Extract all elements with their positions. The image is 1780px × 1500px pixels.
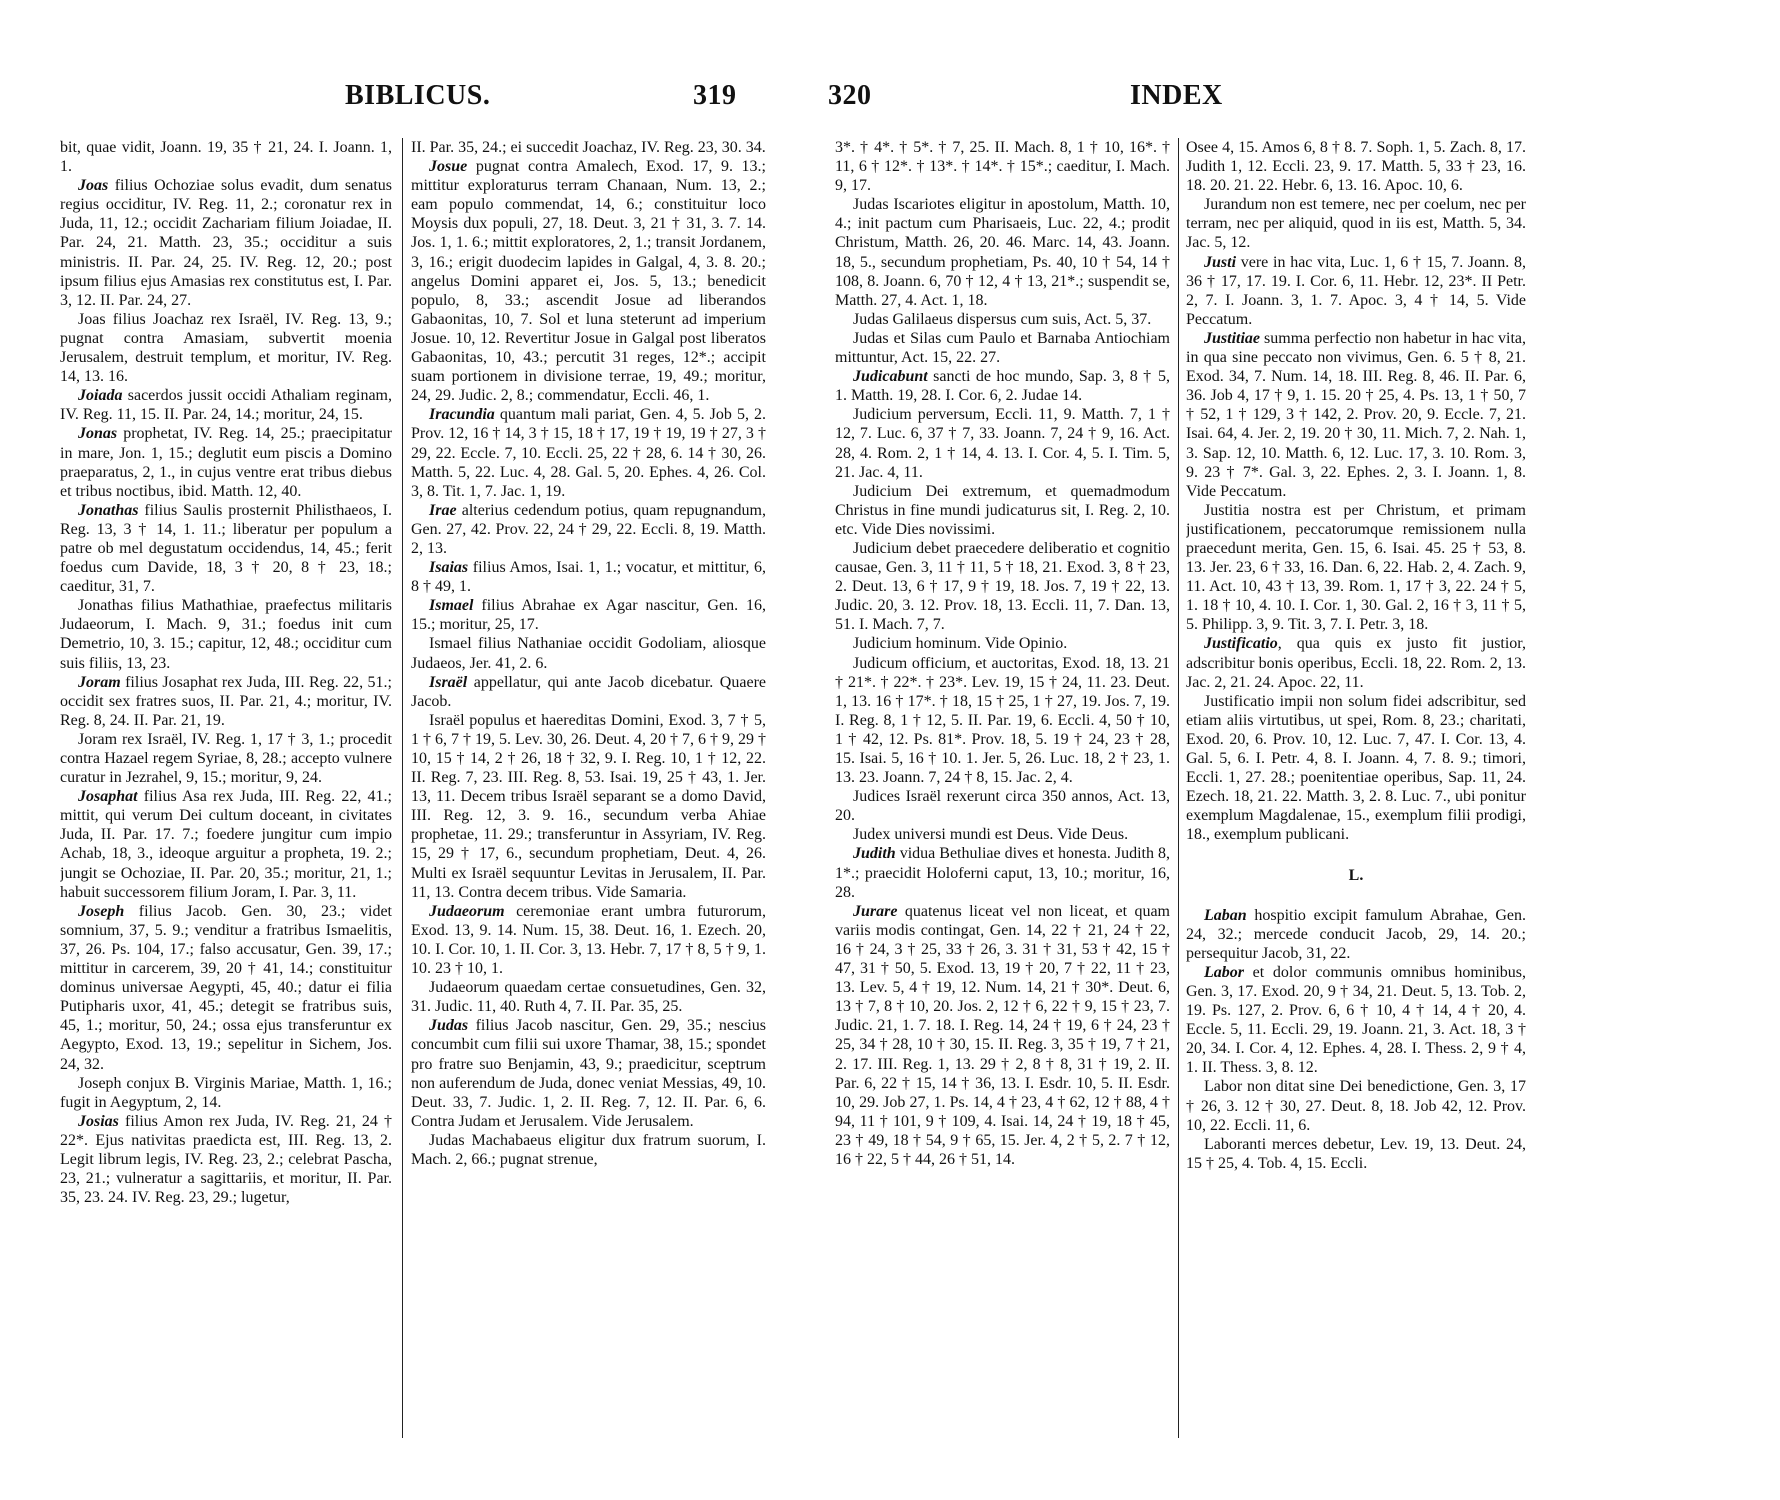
index-entry xyxy=(60,310,392,386)
index-entry xyxy=(1186,195,1526,252)
entry-text: Justitia nostra est per Christum, et primam justificationem, peccatorumque remissionem nulla praecedunt merita, Gen. 15, 6. Isai. 45. 25 † 53, 8. 13. Jer. 23, 6 † 33, 16. Dan. 6, 22. Hab. 2, 4. Zach. 9, 11. Act. 10, 43 † 13, 39. Rom. 1, 17 † 3, 22. 24 † 5, 1. 18 † 10, 4. 10. I. Cor. 1, 30. Gal. 2, 16 † 3, 11 † 5, 5. Philipp. 3, 9. Tit. 3, 7. I. Petr. 3, 18. xyxy=(1186,501,1526,634)
index-entry xyxy=(411,673,766,711)
index-entry xyxy=(411,978,766,1016)
entry-text: Judaeorum quaedam certae consuetudines, Gen. 32, 31. Judic. 11, 40. Ruth 4, 7. II. Par. 35, 25. xyxy=(411,979,766,1016)
index-entry xyxy=(60,673,392,730)
entry-text: Judicium perversum, Eccli. 11, 9. Matth. 7, 1 † 12, 7. Luc. 6, 37 † 7, 33. Joann. 7, 24 † 9, 16. Act. 28, 4. Rom. 2, 1 † 14, 4. 13. I. Cor. 4, 5. I. Tim. 5, 21. Jac. 4, 11. xyxy=(835,406,1170,481)
entry-keyword: Judicabunt xyxy=(853,368,928,386)
entry-keyword: Ismael xyxy=(429,597,474,615)
entry-text: sancti de hoc mundo, Sap. 3, 8 † 5, 1. Matth. 19, 28. I. Cor. 6, 2. Judae 14. xyxy=(835,368,1170,405)
entry-text: filius Amos, Isai. 1, 1.; vocatur, et mittitur, 6, 8 † 49, 1. xyxy=(411,559,766,596)
entry-text: II. Par. 35, 24.; ei succedit Joachaz, IV. Reg. 23, 30. 34. xyxy=(411,139,766,156)
right-page xyxy=(828,0,1780,1500)
index-entry xyxy=(411,405,766,500)
index-entry xyxy=(60,138,392,176)
index-entry xyxy=(835,902,1170,1169)
entry-text: Judicum officium, et auctoritas, Exod. 18, 13. 21 † 21*. † 22*. † 23*. Lev. 19, 15 † 24, 11. 23. Deut. 1, 13. 16 † 17*. † 18, 15 † 25, 1 † 27, 19. Jos. 7, 19. I. Reg. 8, 1 † 12, 5. II. Par. 19, 6. Eccli. 4, 50 † 10, 1 † 42, 12. Ps. 81*. Prov. 18, 5. 19 † 24, 23 † 28, 15. Isai. 5, 16 † 10. 1. Jer. 5, 26. Luc. 18, 2 † 23, 1. 13. 23. Joann. 7, 24 † 8, 15. Jac. 2, 4. xyxy=(835,654,1170,787)
entry-text: summa perfectio non habetur in hac vita, in qua sine peccato non vivimus, Gen. 6. 5 † 8, 21. Exod. 34, 7. Num. 14, 18. III. Reg. 8, 46. II. Par. 6, 36. Job 4, 17 † 9, 1. 15. 20 † 25, 4. Ps. 13, 1 † 50, 7 † 52, 1 † 129, 3 † 142, 2. Prov. 20, 9. Eccle. 7, 21. Isai. 64, 4. Jer. 2, 19. 20 † 30, 11. Mich. 7, 2. Nah. 1, 3. Sap. 12, 10. Matth. 6, 12. Luc. 17, 3. 10. Rom. 3, 9. 23 † 7*. Gal. 3, 22. Ephes. 2, 3. I. Joann. 1, 8. Vide Peccatum. xyxy=(1186,329,1526,500)
entry-keyword: Jonathas xyxy=(78,501,139,519)
entry-keyword: Irae xyxy=(429,501,457,519)
entry-text: Judicium hominum. Vide Opinio. xyxy=(853,635,1068,653)
entry-text: , qua quis ex justo fit justior, adscribitur bonis operibus, Eccli. 18, 22. Rom. 2, 13. Jac. 2, 21. 24. Apoc. 22, 11. xyxy=(1186,635,1526,691)
entry-text: filius Amon rex Juda, IV. Reg. 21, 24 † 22*. Ejus nativitas praedicta est, III. Reg. 13, 2. Legit librum legis, IV. Reg. 23, 2.; celebrat Pascha, 23, 21.; vulneratur a sagittariis, et moritur, II. Par. 35, 23. 24. IV. Reg. 23, 29.; lugetur, xyxy=(60,1112,392,1207)
index-entry xyxy=(411,157,766,405)
page-number: 320 xyxy=(828,80,872,111)
entry-text: L. xyxy=(1348,867,1364,885)
entry-keyword: Joseph xyxy=(78,902,125,920)
index-column-right-1 xyxy=(835,138,1170,1458)
entry-text: filius Josaphat rex Juda, III. Reg. 22, 51.; occidit sex fratres suos, II. Par. 21, 4.; moritur, IV. Reg. 8, 24. II. Par. 21, 19. xyxy=(60,673,392,729)
entry-text: Ismael filius Nathaniae occidit Godoliam, aliosque Judaeos, Jer. 41, 2. 6. xyxy=(411,635,766,672)
entry-text: hospitio excipit famulum Abrahae, Gen. 24, 32.; mercede conducit Jacob, 29, 14. 20.; persequitur Jacob, 31, 22. xyxy=(1186,906,1526,962)
entry-text: filius Saulis prosternit Philisthaeos, I. Reg. 13, 3 † 14, 1. 11.; liberatur per populum a patre ob mel degustatum occidendus, 14, 45.; ferit foedus cum Davide, 18, 3 † 20, 8 † 23, 18.; caeditur, 31, 7. xyxy=(60,501,392,596)
index-entry xyxy=(411,711,766,902)
entry-text: filius Abrahae ex Agar nascitur, Gen. 16, 15.; moritur, 25, 17. xyxy=(411,597,766,634)
index-column-left-1 xyxy=(60,138,392,1458)
entry-text: Judicium Dei extremum, et quemadmodum Christus in fine mundi judicaturus sit, I. Reg. 2, 10. etc. Vide Dies novissimi. xyxy=(835,482,1170,538)
index-entry xyxy=(1186,963,1526,1078)
entry-text: alterius cedendum potius, quam repugnandum, Gen. 27, 42. Prov. 22, 24 † 29, 22. Eccli. 8, 19. Matth. 2, 13. xyxy=(411,501,766,557)
entry-text: prophetat, IV. Reg. 14, 25.; praecipitatur in mare, Jon. 1, 15.; deglutit eum piscis a Domino praeparatus, 2, 1., in cujus ventre erat tribus diebus et tribus noctibus, ibid. Matth. 12, 40. xyxy=(60,425,392,500)
index-entry xyxy=(60,424,392,500)
entry-text: Joseph conjux B. Virginis Mariae, Matth. 1, 16.; fugit in Aegyptum, 2, 14. xyxy=(60,1074,392,1111)
entry-keyword: Judas xyxy=(429,1017,469,1035)
entry-text: Justificatio impii non solum fidei adscribitur, sed etiam aliis virtutibus, ut spei, Rom. 8, 23.; charitati, Exod. 20, 6. Prov. 10, 12. Luc. 7, 47. I. Cor. 13, 4. Gal. 5, 6. I. Petr. 4, 8. I. Joann. 4, 7. 8. 9.; timori, Eccli. 1, 27. 28.; poenitentiae operibus, Sap. 11, 24. Ezech. 18, 21. 22. Matth. 3, 2. 8. Luc. 7., ubi ponitur exemplum Magdalenae, 15., exemplum filii prodigi, 18., exemplum publicani. xyxy=(1186,692,1526,844)
index-entry xyxy=(60,1112,392,1207)
entry-text: Joram rex Israël, IV. Reg. 1, 17 † 3, 1.; procedit contra Hazael regem Syriae, 8, 28.; accepto vulnere curatur in Jezrahel, 9, 15.; moritur, 9, 24. xyxy=(60,730,392,787)
entry-text: Judicium debet praecedere deliberatio et cognitio causae, Gen. 3, 11 † 11, 5 † 18, 21. Exod. 3, 8 † 23, 2. Deut. 13, 6 † 17, 9 † 19, 18. Jos. 7, 19 † 22, 13. Judic. 20, 3. 12. Prov. 18, 13. Eccli. 11, 7. Dan. 13, 51. I. Mach. 7, 7. xyxy=(835,539,1170,634)
index-entry xyxy=(411,1131,766,1169)
index-entry xyxy=(835,634,1170,653)
index-entry xyxy=(60,902,392,1074)
entry-text: ceremoniae erant umbra futurorum, Exod. 13, 9. 14. Num. 15, 38. Deut. 16, 1. Ezech. 20, 10. I. Cor. 10, 1. II. Cor. 3, 13. Hebr. 7, 17 † 8, 5 † 9, 1. 10. 23 † 10, 1. xyxy=(411,902,766,978)
entry-keyword: Joas xyxy=(78,177,109,195)
entry-text: Joas filius Joachaz rex Israël, IV. Reg. 13, 9.; pugnat contra Amasiam, subvertit moenia Jerusalem, destruit templum, et moritur, IV. Reg. 14, 13. 16. xyxy=(60,310,392,386)
entry-text: Judas Galilaeus dispersus cum suis, Act. 5, 37. xyxy=(853,310,1152,328)
entry-text: filius Jacob nascitur, Gen. 29, 35.; nescius concumbit cum filii sui uxore Thamar, 38, 15.; spondet pro fratre suo Benjamin, 43, 9.; praedicitur, sceptrum non auferendum de Juda, donec veniat Messias, 49, 10. Deut. 33, 7. Judic. 1, 2. II. Reg. 7, 12. II. Par. 6, 6. Contra Judam et Jerusalem. Vide Jerusalem. xyxy=(411,1017,766,1130)
entry-keyword: Judith xyxy=(853,845,896,863)
column-rule xyxy=(402,138,403,1438)
entry-text: sacerdos jussit occidi Athaliam reginam, IV. Reg. 11, 15. II. Par. 24, 14.; moritur, 24, 15. xyxy=(60,387,392,424)
entry-text: bit, quae vidit, Joann. 19, 35 † 21, 24. I. Joann. 1, 1. xyxy=(60,139,392,176)
entry-keyword: Israël xyxy=(429,673,468,691)
entry-text: Judices Israël rexerunt circa 350 annos, Act. 13, 20. xyxy=(835,788,1170,825)
index-entry xyxy=(1186,253,1526,329)
entry-text: 3*. † 4*. † 5*. † 7, 25. II. Mach. 8, 1 † 10, 16*. † 11, 6 † 12*. † 13*. † 14*. † 15*.; caeditur, I. Mach. 9, 17. xyxy=(835,139,1170,195)
index-entry xyxy=(411,138,766,157)
entry-text: quatenus liceat vel non liceat, et quam variis modis contingat, Gen. 14, 22 † 21, 24 † 22, 16 † 24, 3 † 25, 33 † 26, 3. 31 † 31, 53 † 42, 15 † 47, 31 † 50, 5. Exod. 13, 19 † 20, 7 † 22, 11 † 23, 13. Lev. 5, 4 † 19, 12. Num. 14, 21 † 30*. Deut. 6, 13 † 7, 8 † 10, 20. Jos. 2, 12 † 6, 22 † 9, 15 † 23, 7. Judic. 21, 1. 7. 18. I. Reg. 14, 24 † 19, 6 † 24, 23 † 25, 34 † 28, 10 † 30, 15. II. Reg. 3, 35 † 19, 7 † 21, 2. 17. III. Reg. 1, 13. 29 † 2, 8 † 8, 31 † 19, 2. II. Par. 6, 22 † 15, 14 † 36, 13. I. Esdr. 10, 5. II. Esdr. 10, 29. Job 27, 1. Ps. 14, 4 † 23, 4 † 62, 12 † 88, 4 † 94, 11 † 101, 9 † 109, 4. Isai. 14, 24 † 19, 18 † 45, 23 † 49, 18 † 54, 9 † 65, 15. Jer. 4, 2 † 5, 2. 7 † 12, 16 † 22, 5 † 44, 26 † 51, 14. xyxy=(835,902,1170,1168)
index-entry xyxy=(835,138,1170,195)
entry-keyword: Justitiae xyxy=(1204,329,1261,347)
entry-text: filius Asa rex Juda, III. Reg. 22, 41.; mittit, qui verum Dei cultum doceant, in civitates Juda, II. Par. 17. 7.; foedere jungitur cum impio Achab, 18, 3., ideoque arguitur a propheta, 19. 2.; jungit se Ochoziae, II. Par. 20, 35.; moritur, 21, 1.; habuit successorem filium Joram, I. Par. 3, 11. xyxy=(60,788,392,901)
entry-text: Jurandum non est temere, nec per coelum, nec per terram, nec per aliquid, quod in iis est, Matth. 5, 34. Jac. 5, 12. xyxy=(1186,196,1526,252)
entry-text: vidua Bethuliae dives et honesta. Judith 8, 1*.; praecidit Holoferni caput, 13, 10.; moritur, 16, 28. xyxy=(835,845,1170,901)
entry-keyword: Jonas xyxy=(78,425,118,443)
index-entry xyxy=(835,844,1170,901)
entry-keyword: Judaeorum xyxy=(429,902,505,920)
index-entry xyxy=(60,176,392,310)
entry-text: Judas et Silas cum Paulo et Barnaba Antiochiam mittuntur, Act. 15, 22. 27. xyxy=(835,329,1170,367)
index-entry xyxy=(411,1016,766,1131)
index-column-left-2 xyxy=(411,138,766,1458)
column-rule xyxy=(1178,138,1179,1438)
index-entry xyxy=(835,405,1170,481)
entry-text: filius Jacob. Gen. 30, 23.; videt somnium, 37, 5. 9.; venditur a fratribus Ismaelitis, 37, 26. Ps. 104, 17.; falso accusatur, Gen. 39, 17.; mittitur in carcerem, 39, 20 † 41, 14.; constituitur dominus universae Aegypti, 45, 40.; datur ei filia Putipharis uxor, 41, 45.; detegit se fratribus suis, 45, 1.; moritur, 50, 24.; ossa ejus transferuntur ex Aegypto, Exod. 13, 19.; sepelitur in Sichem, Jos. 24, 32. xyxy=(60,902,392,1073)
entry-keyword: Justi xyxy=(1204,253,1237,271)
entry-text: vere in hac vita, Luc. 1, 6 † 15, 7. Joann. 8, 36 † 17, 17. 19. I. Cor. 6, 11. Hebr. 12, 23*. II Petr. 2, 7. I. Joann. 3, 1. 7. Apoc. 3, 4 † 14, 5. Vide Peccatum. xyxy=(1186,253,1526,328)
index-entry xyxy=(60,787,392,902)
index-entry xyxy=(60,1074,392,1112)
index-entry xyxy=(411,596,766,634)
page-number: 319 xyxy=(693,80,737,111)
entry-keyword: Josaphat xyxy=(78,788,138,806)
index-entry xyxy=(1186,329,1526,501)
entry-text: pugnat contra Amalech, Exod. 17, 9. 13.; mittitur exploraturus terram Chanaan, Num. 13, 2.; eam populo commendat, 14, 6.; constituitur loco Moysis dux populi, 27, 18. Deut. 3, 21 † 31, 3. 7. 14. Jos. 1, 1. 6.; mittit exploratores, 2, 1.; transit Jordanem, 3, 16.; erigit duodecim lapides in Galgal, 4, 3. 8. 20.; angelus Domini apparet ei, Jos. 5, 13.; benedicit populo, 8, 33.; ascendit Josue ad liberandos Gabaonitas, 10, 7. Sol et luna steterunt ad imperium Josue. 10, 12. Revertitur Josue in Galgal post liberatos Gabaonitas, 10, 43.; percutit 31 reges, 12*.; accipit suam portionem in divisione terrae, 19, 49.; moritur, 24, 29. Judic. 2, 8.; commendatur, Eccli. 46, 1. xyxy=(411,158,766,405)
entry-text: Jonathas filius Mathathiae, praefectus militaris Judaeorum, I. Mach. 9, 31.; foedus init cum Demetrio, 10, 3. 15.; capitur, 12, 48.; occiditur cum suis filiis, 13, 23. xyxy=(60,597,392,672)
index-entry xyxy=(60,596,392,672)
index-entry xyxy=(411,634,766,672)
index-entry xyxy=(835,310,1170,329)
entry-keyword: Isaias xyxy=(429,559,469,577)
index-entry xyxy=(1186,906,1526,963)
entry-keyword: Joram xyxy=(78,673,121,691)
index-entry xyxy=(411,501,766,558)
entry-keyword: Laban xyxy=(1204,906,1247,924)
entry-keyword: Iracundia xyxy=(429,406,495,424)
index-entry xyxy=(411,902,766,978)
index-entry xyxy=(1186,138,1526,195)
letter-heading xyxy=(1186,866,1526,885)
index-entry xyxy=(835,787,1170,825)
entry-keyword: Labor xyxy=(1204,963,1244,981)
index-entry xyxy=(1186,692,1526,845)
entry-text: appellatur, qui ante Jacob dicebatur. Quaere Jacob. xyxy=(411,673,766,710)
index-entry xyxy=(835,539,1170,634)
index-entry xyxy=(60,386,392,424)
entry-text: Labor non ditat sine Dei benedictione, Gen. 3, 17 † 26, 3. 12 † 30, 27. Deut. 8, 18. Job 42, 12. Prov. 10, 22. Eccli. 11, 6. xyxy=(1186,1078,1526,1134)
entry-text: et dolor communis omnibus hominibus, Gen. 3, 17. Exod. 20, 9 † 34, 21. Deut. 5, 13. Tob. 2, 19. Ps. 127, 2. Prov. 6, 6 † 10, 4 † 14, 4 † 20, 4. Eccle. 5, 11. Eccli. 29, 19. Joann. 21, 3. Act. 18, 3 † 20, 34. I. Cor. 4, 12. Ephes. 4, 28. I. Thess. 2, 9 † 4, 1. II. Thess. 3, 8. 12. xyxy=(1186,963,1526,1077)
entry-text: Judas Machabaeus eligitur dux fratrum suorum, I. Mach. 2, 66.; pugnat strenue, xyxy=(411,1131,766,1168)
index-entry xyxy=(835,195,1170,310)
index-entry xyxy=(60,730,392,787)
index-entry xyxy=(835,482,1170,539)
index-entry xyxy=(1186,501,1526,635)
running-head-title: BIBLICUS. xyxy=(345,80,491,111)
entry-text: Osee 4, 15. Amos 6, 8 † 8. 7. Soph. 1, 5. Zach. 8, 17. Judith 1, 12. Eccli. 23, 9. 17. Matth. 5, 33 † 23, 16. 18. 20. 21. 22. Hebr. 6, 13. 16. Apoc. 10, 6. xyxy=(1186,139,1526,195)
entry-text: filius Ochoziae solus evadit, dum senatus regius occiditur, IV. Reg. 11, 2.; coronatur rex in Juda, 11, 12.; occidit Zachariam filium Joiadae, II. Par. 24, 21. Matth. 23, 35.; occiditur a suis ministris. II. Par. 24, 25. IV. Reg. 12, 20.; post ipsum filius ejus Amasias rex constitutus est, I. Par. 3, 12. II. Par. 24, 27. xyxy=(60,177,392,309)
entry-text: Israël populus et haereditas Domini, Exod. 3, 7 † 5, 1 † 6, 7 † 19, 5. Lev. 30, 26. Deut. 4, 20 † 7, 6 † 9, 29 † 10, 15 † 14, 2 † 26, 18 † 32, 9. I. Reg. 10, 1 † 12, 22. II. Reg. 7, 23. III. Reg. 8, 53. Isai. 19, 25 † 43, 1. Jer. 13, 11. Decem tribus Israël separant se a domo David, III. Reg. 12, 3. 9. 16., secundum verba Ahiae prophetae, 11. 29.; transferuntur in Assyriam, IV. Reg. 15, 29 † 17, 6., secundum prophetiam, Deut. 4, 26. Multi ex Israël sequuntur Levitas in Jerusalem, II. Par. 11, 13. Contra decem tribus. Vide Samaria. xyxy=(411,711,766,901)
entry-text: Judex universi mundi est Deus. Vide Deus. xyxy=(853,826,1129,844)
entry-keyword: Justificatio xyxy=(1204,635,1278,653)
index-entry xyxy=(1186,1077,1526,1134)
index-entry xyxy=(835,329,1170,367)
index-entry xyxy=(835,654,1170,788)
entry-text: quantum mali pariat, Gen. 4, 5. Job 5, 2. Prov. 12, 16 † 14, 3 † 15, 18 † 17, 19 † 19, 19 † 27, 3 † 29, 22. Eccle. 7, 10. Eccli. 25, 22 † 28, 6. 14 † 30, 26. Matth. 5, 22. Luc. 4, 28. Gal. 5, 20. Ephes. 4, 26. Col. 3, 8. Tit. 1, 7. Jac. 1, 19. xyxy=(411,406,766,500)
running-head-title: INDEX xyxy=(1130,80,1223,111)
entry-text: Judas Iscariotes eligitur in apostolum, Matth. 10, 4.; init pactum cum Pharisaeis, Luc. 22, 4.; prodit Christum, Matth. 26, 20. 46. Marc. 14, 43. Joann. 18, 5., secundum prophetiam, Ps. 40, 10 † 54, 14 † 108, 8. Joann. 6, 70 † 12, 4 † 13, 21*.; suspendit se, Matth. 27, 4. Act. 1, 18. xyxy=(835,196,1170,309)
index-entry xyxy=(1186,634,1526,691)
entry-keyword: Josue xyxy=(429,158,468,176)
entry-text: Laboranti merces debetur, Lev. 19, 13. Deut. 24, 15 † 25, 4. Tob. 4, 15. Eccli. xyxy=(1186,1135,1526,1172)
entry-keyword: Jurare xyxy=(853,902,898,920)
index-entry xyxy=(1186,1135,1526,1173)
index-entry xyxy=(60,501,392,596)
index-entry xyxy=(835,825,1170,844)
index-column-right-2 xyxy=(1186,138,1526,1458)
entry-keyword: Joiada xyxy=(78,387,123,405)
index-entry xyxy=(411,558,766,596)
entry-keyword: Josias xyxy=(78,1112,119,1130)
index-entry xyxy=(835,367,1170,405)
